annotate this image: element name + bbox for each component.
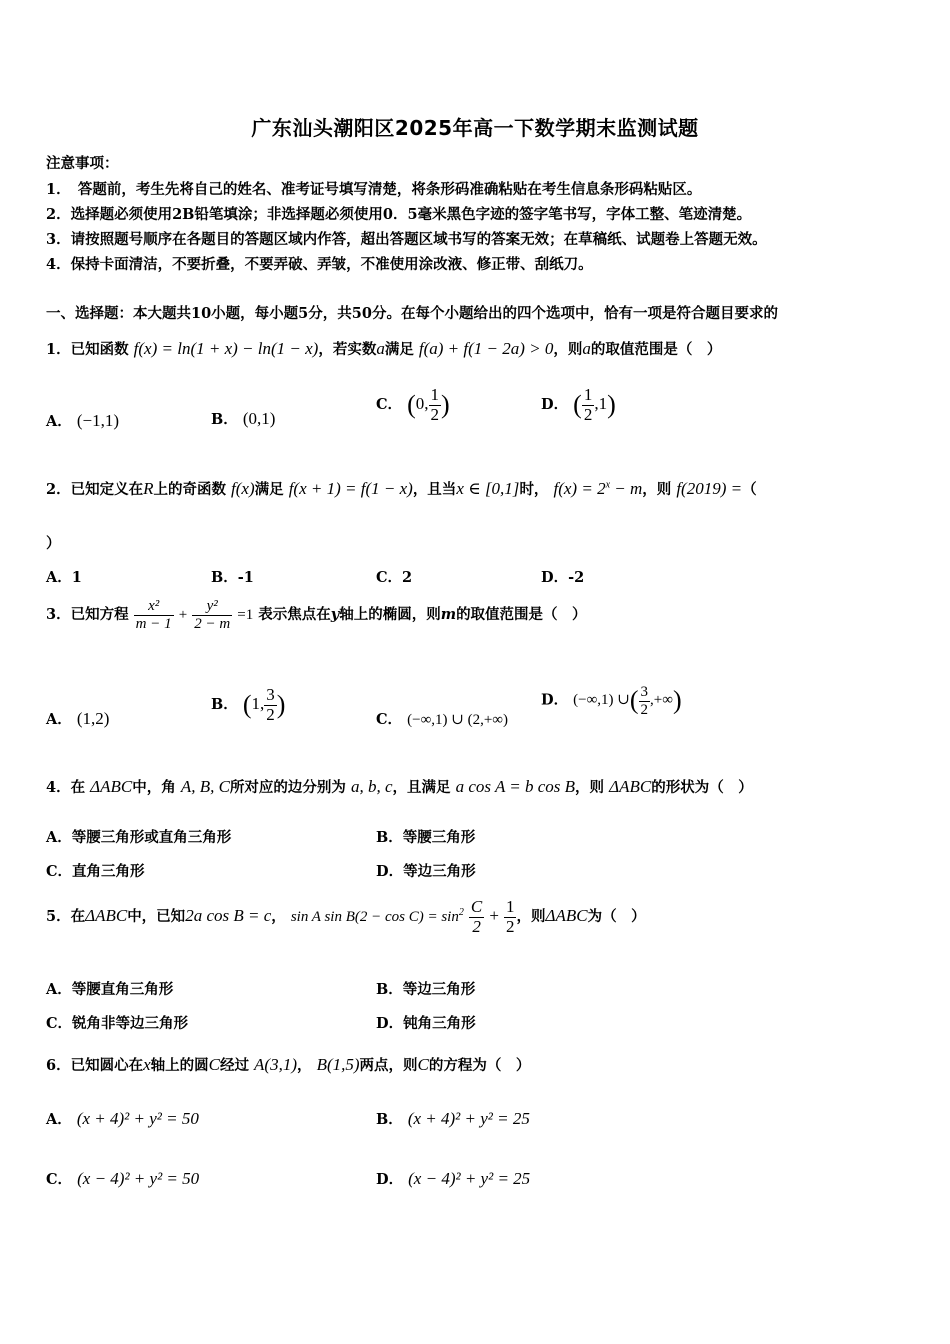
question-number: 4．: [46, 779, 71, 796]
option-value: -1: [237, 569, 254, 586]
option-d[interactable]: [376, 1168, 530, 1189]
stem-text: 中，角: [132, 779, 176, 796]
option-d[interactable]: [376, 1012, 476, 1033]
page-title: 广东汕头潮阳区2025年高一下数学期末监测试题: [251, 116, 699, 140]
option-label: A．: [46, 711, 72, 728]
fraction-denominator: 2: [640, 701, 649, 718]
fraction-denominator: 2: [266, 704, 275, 724]
section-heading: 一、选择题：本大题共10小题，每小题5分，共50分。在每个小题给出的四个选项中，恰有一项是符合题目要求的: [46, 305, 778, 322]
stem-text: 的方程为（ ）: [428, 1057, 531, 1074]
option-d[interactable]: [376, 860, 476, 881]
option-label: A．: [46, 981, 72, 998]
stem-text: 的形状为（ ）: [651, 779, 753, 796]
math-operator: =1: [237, 607, 254, 623]
fraction-numerator: 3: [640, 684, 649, 700]
stem-text: 已知函数: [70, 341, 129, 358]
option-b[interactable]: [211, 408, 275, 429]
option-value: 等边三角形: [402, 981, 476, 998]
option-c[interactable]: C． (0, $\frac{1}{2}$ ): [376, 385, 450, 424]
option-value: (x + 4)² + y² = 50: [76, 1109, 199, 1128]
stem-text: ，则: [642, 481, 672, 498]
option-value: 1,: [251, 694, 265, 714]
notice-item: 4．保持卡面清洁，不要折叠，不要弄破、弄皱，不准使用涂改液、修正带、刮纸刀。: [46, 256, 593, 273]
option-value: 等腰三角形或直角三角形: [71, 829, 232, 846]
option-label: B．: [211, 696, 238, 714]
option-c[interactable]: [46, 1168, 199, 1189]
option-value: 等腰直角三角形: [71, 981, 174, 998]
math-expression: A, B, C: [180, 777, 230, 796]
option-b[interactable]: [376, 826, 475, 847]
option-label: B．: [376, 829, 403, 846]
math-expression: ΔABC: [85, 906, 128, 926]
notice-item: 1． 答题前，考生先将自己的姓名、准考证号填写清楚，将条形码准确粘贴在考生信息条形码粘贴区。: [46, 181, 702, 198]
stem-text: 满足: [254, 481, 284, 498]
question-number: 2．: [46, 481, 71, 498]
stem-text: 轴上的椭圆，则: [339, 606, 441, 623]
option-a[interactable]: [46, 410, 119, 431]
option-value: ,1: [594, 394, 608, 414]
option-value: -2: [568, 569, 585, 586]
math-operator: +: [178, 607, 188, 623]
option-value: (x − 4)² + y² = 25: [408, 1169, 531, 1188]
math-expression: f(x) = ln(1 + x) − ln(1 − x): [133, 339, 319, 358]
option-label: B．: [211, 569, 238, 586]
option-value: (−∞,1) ∪: [573, 692, 630, 709]
math-expression: ΔABC: [609, 777, 652, 796]
math-expression: a cos A = b cos B: [455, 777, 576, 796]
math-variable: C: [208, 1055, 220, 1074]
option-label: A．: [46, 569, 72, 586]
question-number: 1．: [46, 341, 71, 358]
stem-text: ，则: [553, 341, 583, 358]
option-value: (x − 4)² + y² = 50: [77, 1169, 200, 1188]
math-expression: $f(x) = 2^x - m$: [553, 479, 643, 498]
option-label: A．: [46, 829, 72, 846]
option-label: D．: [376, 1171, 404, 1188]
math-expression: x ∈ [0,1]: [456, 479, 520, 498]
math-operator: +: [489, 906, 499, 926]
stem-text: 已知定义在: [70, 481, 144, 498]
option-value: 钝角三角形: [403, 1015, 476, 1032]
question-number: 6．: [46, 1057, 71, 1074]
stem-text: ，: [271, 908, 286, 926]
stem-text: 两点，则: [359, 1057, 418, 1074]
option-a[interactable]: [46, 1108, 199, 1129]
stem-text: ，: [297, 1057, 312, 1074]
math-expression: B(1,5): [316, 1055, 360, 1074]
math-variable: a: [582, 339, 591, 358]
option-value: 等腰三角形: [402, 829, 476, 846]
math-expression: f(a) + f(1 − 2a) > 0: [418, 339, 554, 358]
option-value: 2: [402, 569, 413, 586]
option-label: B．: [211, 411, 238, 428]
option-c[interactable]: [46, 860, 145, 881]
stem-text: 在: [70, 908, 86, 926]
option-d[interactable]: D． ( $\frac{1}{2}$ ,1): [541, 385, 616, 424]
math-fraction: $\frac{1}{2}$: [505, 897, 515, 936]
stem-text: ，且满足: [392, 779, 451, 796]
fraction-denominator: 2: [430, 404, 440, 424]
stem-text: 已知方程: [70, 606, 129, 623]
math-expression: f(x + 1) = f(1 − x): [288, 479, 413, 498]
option-label: D．: [376, 863, 404, 880]
math-expression: a, b, c: [350, 777, 393, 796]
stem-text: 已知圆心在: [70, 1057, 144, 1074]
question-stem: [46, 598, 587, 632]
stem-text: 上的奇函数: [153, 481, 226, 498]
option-c[interactable]: [376, 708, 508, 729]
option-a[interactable]: [46, 708, 109, 729]
math-variable: y: [330, 606, 340, 623]
stem-text: 轴上的圆: [150, 1057, 209, 1074]
math-expression: f(x): [231, 479, 255, 498]
stem-text: ，若实数: [318, 341, 377, 358]
fraction-denominator: 2: [583, 404, 593, 424]
option-value: 1: [71, 569, 82, 586]
stem-text: 在: [70, 779, 86, 796]
stem-text: （: [742, 481, 757, 498]
option-label: A．: [46, 413, 72, 430]
stem-text: 满足: [384, 341, 414, 358]
math-fraction: $\frac{\text{x²}}{m - 1}$: [135, 598, 172, 632]
stem-text: ，则: [575, 779, 605, 796]
math-variable: R: [143, 479, 154, 498]
option-b[interactable]: [376, 1108, 530, 1129]
option-value: ,+∞: [650, 692, 673, 709]
math-expression: A(3,1): [254, 1055, 298, 1074]
option-label: D．: [541, 569, 569, 586]
option-value: (0,1): [242, 409, 276, 428]
stem-text: 所对应的边分别为: [229, 779, 346, 796]
question-stem: [46, 898, 646, 936]
option-value: (−1,1): [76, 411, 119, 430]
option-c[interactable]: [376, 566, 412, 587]
fraction-numerator: 3: [266, 685, 275, 704]
option-value: 等边三角形: [403, 863, 476, 880]
option-a[interactable]: [46, 566, 82, 587]
question-stem: [46, 478, 757, 499]
stem-text: ，且当: [412, 481, 457, 498]
question-number: 5．: [46, 908, 71, 926]
option-b[interactable]: [211, 566, 254, 587]
option-label: C．: [376, 396, 403, 414]
math-variable: C: [417, 1055, 429, 1074]
option-label: C．: [376, 711, 403, 728]
question-stem: [46, 338, 721, 359]
notice-item: 3．请按照题号顺序在各题目的答题区域内作答，超出答题区域书写的答案无效；在草稿纸、试题卷上答题无效。: [46, 231, 767, 248]
stem-text: 的取值范围是（ ）: [456, 606, 587, 623]
stem-continuation: ）: [46, 535, 61, 552]
math-fraction: $\frac{\text{y²}}{2 - m}$: [194, 598, 231, 632]
option-label: D．: [541, 396, 569, 414]
math-fraction: $\frac{C}{2}$: [470, 897, 483, 936]
option-a[interactable]: [46, 826, 231, 847]
math-expression: ΔABC: [90, 777, 133, 796]
option-label: D．: [376, 1015, 404, 1032]
option-a[interactable]: [46, 978, 173, 999]
option-label: C．: [46, 1015, 73, 1032]
math-expression: 2a cos B = c: [185, 906, 272, 926]
option-value: 锐角非等边三角形: [72, 1015, 189, 1032]
option-b[interactable]: [376, 978, 475, 999]
math-variable: a: [376, 339, 385, 358]
stem-text: ，则: [516, 908, 546, 926]
option-d[interactable]: [541, 566, 584, 587]
option-d[interactable]: D． (−∞,1) ∪( $\frac{3}{2}$ ,+∞): [541, 684, 682, 718]
option-label: B．: [376, 981, 403, 998]
option-value: (1,2): [76, 709, 110, 728]
math-expression: sin A $\sin B(2 - \cos C) = \sin^2$: [290, 907, 464, 926]
math-variable: m: [440, 606, 457, 623]
math-expression: ΔABC: [545, 906, 588, 926]
option-label: C．: [376, 569, 403, 586]
option-label: D．: [541, 691, 569, 709]
option-b[interactable]: B． (1, $\frac{3}{2}$ ): [211, 685, 286, 724]
option-value: 直角三角形: [72, 863, 145, 880]
question-number: 3．: [46, 606, 71, 623]
option-c[interactable]: [46, 1012, 188, 1033]
option-label: A．: [46, 1111, 72, 1128]
stem-text: 经过: [219, 1057, 249, 1074]
fraction-numerator: 1: [583, 385, 593, 404]
stem-text: 为（ ）: [587, 908, 646, 926]
option-value: (−∞,1) ∪ (2,+∞): [407, 712, 508, 728]
notice-heading: 注意事项：: [46, 155, 119, 172]
stem-text: 中，已知: [127, 908, 186, 926]
option-value: 0,: [415, 394, 429, 414]
fraction-numerator: 1: [430, 385, 440, 404]
option-label: B．: [376, 1111, 403, 1128]
stem-text: 时，: [519, 481, 549, 498]
option-label: C．: [46, 1171, 73, 1188]
option-label: C．: [46, 863, 73, 880]
math-expression: f(2019) =: [676, 479, 743, 498]
question-stem: [46, 1054, 530, 1075]
notice-item: 2．选择题必须使用2B铅笔填涂；非选择题必须使用0．5毫米黑色字迹的签字笔书写，字体工整、笔迹清楚。: [46, 206, 752, 223]
question-stem: [46, 776, 753, 797]
math-variable: x: [143, 1055, 151, 1074]
option-value: (x + 4)² + y² = 25: [407, 1109, 530, 1128]
stem-text: 表示焦点在: [258, 606, 331, 623]
stem-text: 的取值范围是（ ）: [590, 341, 722, 358]
